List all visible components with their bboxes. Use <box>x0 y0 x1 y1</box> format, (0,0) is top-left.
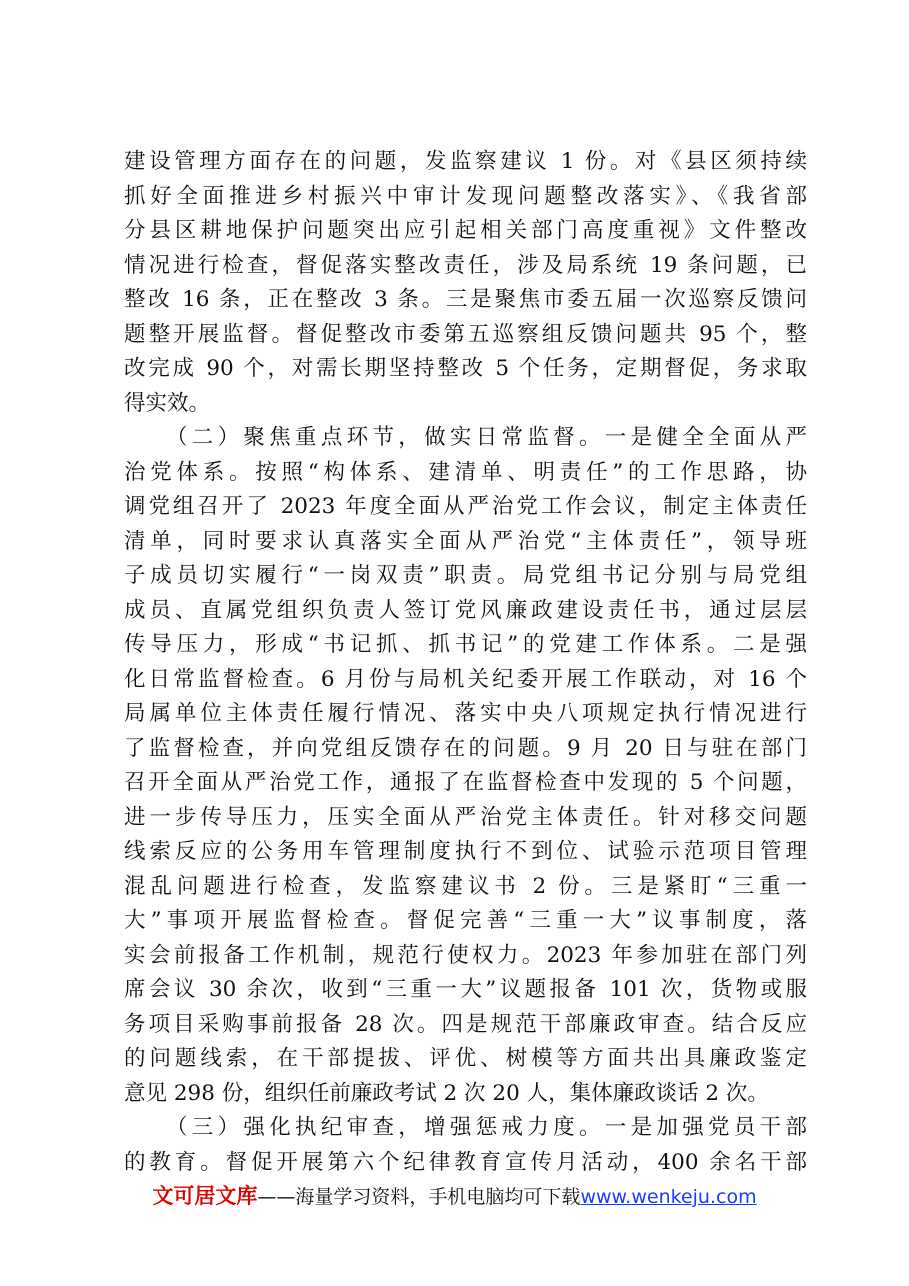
footer-brand: 文可居文库 <box>152 1184 258 1208</box>
text-line: 传导压力，形成“书记抓、抓书记”的党建工作体系。二是强 <box>124 632 807 657</box>
text-line: 抓好全面推进乡村振兴中审计发现问题整改落实》、《我省部 <box>124 183 807 209</box>
paragraph <box>124 1111 807 1180</box>
text-line: 改完成 90 个，对需长期坚持整改 5 个任务，定期督促，务求取 <box>124 356 807 381</box>
text-line: 得实效。 <box>124 390 211 416</box>
text-line: 化日常监督检查。6 月份与局机关纪委开展工作联动，对 16 个 <box>124 666 807 692</box>
footer-banner <box>0 1180 909 1210</box>
text-line: 务项目采购事前报备 28 次。四是规范干部廉政审查。结合反应 <box>124 1011 807 1037</box>
text-line: 调党组召开了 2023 年度全面从严治党工作会议，制定主体责任 <box>124 494 807 519</box>
text-line: 进一步传导压力，压实全面从严治党主体责任。针对移交问题 <box>124 804 807 830</box>
text-line: 题整开展监督。督促整改市委第五巡察组反馈问题共 95 个，整 <box>124 321 807 347</box>
text-line: 意见 298 份，组织任前廉政考试 2 次 20 人，集体廉政谈话 2 次。 <box>124 1080 769 1106</box>
text-line: 整改 16 条，正在整改 3 条。三是聚焦市委五届一次巡察反馈问 <box>124 287 807 312</box>
paragraph <box>124 421 807 1111</box>
text-line: 混乱问题进行检查，发监察建议书 2 份。三是紧盯“三重一 <box>124 873 807 899</box>
text-line: 的教育。督促开展第六个纪律教育宣传月活动，400 余名干部 <box>124 1149 807 1175</box>
text-line: 的问题线索，在干部提拔、评优、树模等方面共出具廉政鉴定 <box>124 1046 807 1071</box>
text-line: 子成员切实履行“一岗双责”职责。局党组书记分别与局党组 <box>124 563 807 588</box>
section-heading-line: （二）聚焦重点环节，做实日常监督。一是健全全面从严 <box>166 425 807 450</box>
footer-slogan: ——海量学习资料，手机电脑均可下载 <box>257 1186 581 1208</box>
text-line: 了监督检查，并向党组反馈存在的问题。9 月 20 日与驻在部门 <box>124 735 807 761</box>
section-heading-line: （三）强化执纪审查，增强惩戒力度。一是加强党员干部 <box>166 1115 807 1140</box>
document-body <box>124 145 807 1180</box>
text-line: 线索反应的公务用车管理制度执行不到位、试验示范项目管理 <box>124 839 807 864</box>
text-line: 实会前报备工作机制，规范行使权力。2023 年参加驻在部门列 <box>124 942 807 968</box>
text-line: 建设管理方面存在的问题，发监察建议 1 份。对《县区须持续 <box>124 149 807 174</box>
text-line: 席会议 30 余次，收到“三重一大”议题报备 101 次，货物或服 <box>124 977 807 1002</box>
text-line: 成员、直属党组织负责人签订党风廉政建设责任书，通过层层 <box>124 597 807 623</box>
text-line: 清单，同时要求认真落实全面从严治党“主体责任”，领导班 <box>124 528 807 554</box>
paragraph <box>124 145 807 421</box>
footer-url-link[interactable]: www.wenkeju.com <box>580 1186 757 1208</box>
text-line: 大”事项开展监督检查。督促完善“三重一大”议事制度，落 <box>124 908 807 933</box>
text-line: 治党体系。按照“构体系、建清单、明责任”的工作思路，协 <box>124 459 807 485</box>
text-line: 情况进行检查，督促落实整改责任，涉及局系统 19 条问题，已 <box>124 252 807 278</box>
text-line: 分县区耕地保护问题突出应引起相关部门高度重视》文件整改 <box>124 218 807 243</box>
text-line: 局属单位主体责任履行情况、落实中央八项规定执行情况进行 <box>124 701 807 726</box>
text-line: 召开全面从严治党工作，通报了在监督检查中发现的 5 个问题， <box>124 770 807 795</box>
